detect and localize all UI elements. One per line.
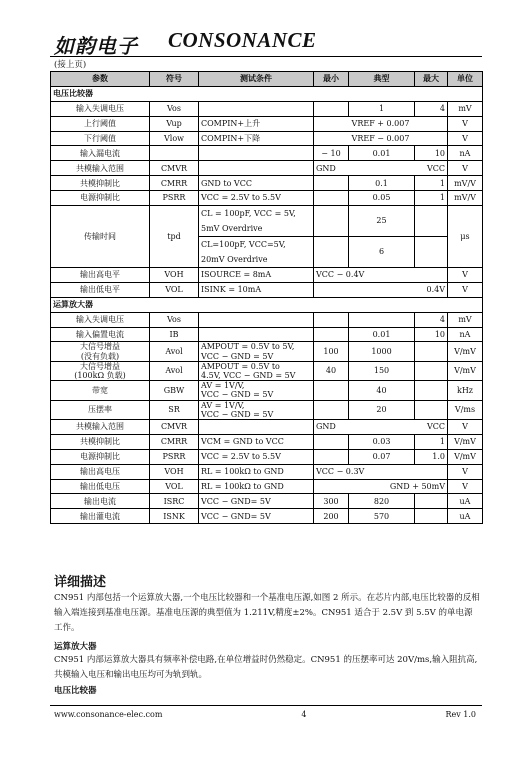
value-span-cell: VREF − 0.007 <box>314 131 448 146</box>
symbol-cell: Vup <box>150 116 199 131</box>
max-cell <box>415 494 448 509</box>
typ-cell: 0.03 <box>349 434 415 449</box>
symbol-cell: VOH <box>150 268 199 283</box>
min-value: GND <box>316 422 336 432</box>
unit-cell: V/mV <box>448 342 483 361</box>
condition-cell <box>199 101 314 116</box>
min-cell: 100 <box>314 342 349 361</box>
param-cell: 共模输入范围 <box>51 419 150 434</box>
table-row <box>51 342 483 361</box>
col-header: 最小 <box>314 72 349 87</box>
typ-cell: 20 <box>349 400 415 419</box>
symbol-cell: SR <box>150 400 199 419</box>
symbol-cell <box>150 146 199 161</box>
table-row <box>51 419 483 434</box>
value-span-cell: 0.4V <box>314 282 448 297</box>
max-cell: 10 <box>415 327 448 342</box>
symbol-cell: ISNK <box>150 509 199 524</box>
brand-en: CONSONANCE <box>168 28 317 52</box>
unit-cell: V/mV <box>448 449 483 464</box>
typ-cell: 0.07 <box>349 449 415 464</box>
max-value: VCC <box>426 163 445 173</box>
symbol-cell: ISRC <box>150 494 199 509</box>
table-row <box>51 282 483 297</box>
table-row <box>51 101 483 116</box>
section-title: 电压比较器 <box>51 86 483 101</box>
section-row <box>51 86 483 101</box>
unit-cell: μs <box>448 206 483 268</box>
max-cell: 4 <box>415 312 448 327</box>
table-row <box>51 400 483 419</box>
param-cell: 输入失调电压 <box>51 101 150 116</box>
condition-line: 5mV Overdrive <box>201 224 263 234</box>
condition-cell <box>199 146 314 161</box>
condition-cell <box>199 381 314 400</box>
param-line: 大信号增益 <box>80 342 120 352</box>
symbol-cell: Avol <box>150 361 199 380</box>
max-cell: 1 <box>415 191 448 206</box>
section-heading: 详细描述 <box>54 575 107 590</box>
condition-line: AV = 1V/V, <box>201 400 245 410</box>
param-cell <box>51 342 150 361</box>
condition-line: AV = 1V/V, <box>201 381 245 391</box>
min-value: GND <box>316 163 336 173</box>
symbol-cell: Vos <box>150 312 199 327</box>
typ-cell: 0.05 <box>349 191 415 206</box>
col-header: 参数 <box>51 72 150 87</box>
col-header: 单位 <box>448 72 483 87</box>
min-cell <box>314 312 349 327</box>
symbol-cell: CMRR <box>150 434 199 449</box>
param-cell: 传输时间 <box>51 206 150 268</box>
max-cell: 4 <box>415 101 448 116</box>
min-cell <box>314 327 349 342</box>
min-cell: 200 <box>314 509 349 524</box>
typ-cell <box>349 312 415 327</box>
subheading-comparator: 电压比较器 <box>54 686 97 696</box>
param-cell: 输出灌电流 <box>51 509 150 524</box>
table-row <box>51 191 483 206</box>
condition-line: AMPOUT = 0.5V to <box>201 361 280 371</box>
condition-cell: VCC − GND= 5V <box>199 509 314 524</box>
typ-cell: 6 <box>349 237 415 268</box>
unit-cell: V <box>448 464 483 479</box>
condition-cell <box>199 361 314 380</box>
condition-cell <box>199 419 314 434</box>
max-cell <box>415 361 448 380</box>
param-cell: 下行阈值 <box>51 131 150 146</box>
symbol-cell: Vlow <box>150 131 199 146</box>
page-header <box>54 27 480 57</box>
table-row <box>51 494 483 509</box>
value-span-cell: VCC − 0.4V <box>314 268 448 283</box>
max-cell <box>415 206 448 237</box>
unit-cell: V <box>448 268 483 283</box>
param-line: 大信号增益 <box>80 361 120 371</box>
param-cell: 输入漏电流 <box>51 146 150 161</box>
symbol-cell: VOH <box>150 464 199 479</box>
unit-cell: uA <box>448 509 483 524</box>
value-span-cell: VCC − 0.3V <box>314 464 448 479</box>
condition-line: VCC − GND = 5V <box>201 351 274 361</box>
unit-cell: V/mV <box>448 434 483 449</box>
condition-cell <box>199 161 314 176</box>
typ-cell: 0.1 <box>349 176 415 191</box>
param-cell <box>51 361 150 380</box>
min-cell <box>314 381 349 400</box>
footer-rev: Rev 1.0 <box>445 710 476 719</box>
table-row <box>51 464 483 479</box>
condition-line: CL=100pF, VCC=5V, <box>201 240 286 250</box>
typ-cell: 0.01 <box>349 146 415 161</box>
unit-cell: V <box>448 419 483 434</box>
typ-cell: 1000 <box>349 342 415 361</box>
param-cell: 共模抑制比 <box>51 434 150 449</box>
typ-cell: 1 <box>349 101 415 116</box>
unit-cell: mV/V <box>448 191 483 206</box>
param-cell: 输出电流 <box>51 494 150 509</box>
param-cell: 输入偏置电流 <box>51 327 150 342</box>
condition-cell: GND to VCC <box>199 176 314 191</box>
typ-cell: 0.01 <box>349 327 415 342</box>
min-cell: 300 <box>314 494 349 509</box>
unit-cell: V <box>448 131 483 146</box>
condition-cell: ISOURCE = 8mA <box>199 268 314 283</box>
condition-cell: VCC − GND= 5V <box>199 494 314 509</box>
value-span-cell: VREF + 0.007 <box>314 116 448 131</box>
table-row <box>51 327 483 342</box>
page-footer <box>54 710 476 719</box>
header-rule <box>50 56 482 57</box>
min-cell: 40 <box>314 361 349 380</box>
condition-cell <box>199 342 314 361</box>
symbol-cell: Vos <box>150 101 199 116</box>
table-row <box>51 206 483 237</box>
col-header: 符号 <box>150 72 199 87</box>
value-span-cell: GND + 50mV <box>314 479 448 494</box>
symbol-cell: VOL <box>150 282 199 297</box>
param-cell: 共模输入范围 <box>51 161 150 176</box>
continued-note: (接上页) <box>54 60 87 70</box>
condition-cell: COMPIN+下降 <box>199 131 314 146</box>
param-cell: 输出低电压 <box>51 479 150 494</box>
condition-cell: ISINK = 10mA <box>199 282 314 297</box>
min-cell <box>314 449 349 464</box>
param-cell: 电源抑制比 <box>51 449 150 464</box>
max-cell: 10 <box>415 146 448 161</box>
condition-cell: VCC = 2.5V to 5.5V <box>199 449 314 464</box>
symbol-cell: PSRR <box>150 191 199 206</box>
section-title: 运算放大器 <box>51 297 483 312</box>
unit-cell: nA <box>448 146 483 161</box>
condition-line: VCC − GND = 5V <box>201 409 274 419</box>
condition-cell: VCC = 2.5V to 5.5V <box>199 191 314 206</box>
param-cell: 输入失调电压 <box>51 312 150 327</box>
unit-cell: V <box>448 116 483 131</box>
typ-cell: 150 <box>349 361 415 380</box>
param-cell: 电源抑制比 <box>51 191 150 206</box>
unit-cell: mV <box>448 101 483 116</box>
table-row <box>51 449 483 464</box>
unit-cell: V <box>448 161 483 176</box>
min-cell <box>314 101 349 116</box>
footer-url: www.consonance-elec.com <box>54 710 163 719</box>
min-cell <box>314 400 349 419</box>
spec-table <box>50 71 483 524</box>
brand-cn: 如韵电子 <box>54 34 138 58</box>
max-cell <box>415 509 448 524</box>
typ-cell: 40 <box>349 381 415 400</box>
condition-cell <box>199 312 314 327</box>
condition-cell <box>199 206 314 237</box>
table-row <box>51 131 483 146</box>
unit-cell: uA <box>448 494 483 509</box>
condition-cell: RL = 100kΩ to GND <box>199 479 314 494</box>
unit-cell: V/mV <box>448 361 483 380</box>
symbol-cell: IB <box>150 327 199 342</box>
max-cell <box>415 342 448 361</box>
symbol-cell: VOL <box>150 479 199 494</box>
symbol-cell: CMVR <box>150 161 199 176</box>
condition-line: 4.5V, VCC − GND = 5V <box>201 371 296 381</box>
condition-cell: COMPIN+上升 <box>199 116 314 131</box>
table-row <box>51 176 483 191</box>
param-cell: 输出高电平 <box>51 268 150 283</box>
max-value: VCC <box>426 422 445 432</box>
unit-cell: mV <box>448 312 483 327</box>
max-cell: 1 <box>415 434 448 449</box>
table-row <box>51 312 483 327</box>
condition-cell <box>199 400 314 419</box>
section-row <box>51 297 483 312</box>
symbol-cell: PSRR <box>150 449 199 464</box>
param-line: (100kΩ 负载) <box>74 371 126 381</box>
param-cell: 输出高电压 <box>51 464 150 479</box>
table-row <box>51 509 483 524</box>
col-header: 测试条件 <box>199 72 314 87</box>
opamp-paragraph: CN951 内部运算放大器具有频率补偿电路,在单位增益时仍然稳定。CN951 的压摆率可达 20V/ms,输入阻抗高,共模输入电压和输出电压均可为轨到轨。 <box>54 655 478 680</box>
min-cell <box>314 206 349 237</box>
table-row <box>51 361 483 380</box>
param-cell: 输出低电平 <box>51 282 150 297</box>
param-line: (没有负载) <box>80 351 120 361</box>
max-cell <box>415 381 448 400</box>
condition-line: CL = 100pF, VCC = 5V, <box>201 209 296 219</box>
unit-cell: V <box>448 282 483 297</box>
unit-cell: nA <box>448 327 483 342</box>
table-row <box>51 146 483 161</box>
value-span-cell <box>314 419 448 434</box>
param-cell: 带宽 <box>51 381 150 400</box>
typ-cell: 570 <box>349 509 415 524</box>
max-cell: 1 <box>415 176 448 191</box>
typ-cell: 25 <box>349 206 415 237</box>
footer-rule <box>50 705 482 706</box>
symbol-cell: CMVR <box>150 419 199 434</box>
min-cell: − 10 <box>314 146 349 161</box>
symbol-cell: GBW <box>150 381 199 400</box>
param-cell: 上行阈值 <box>51 116 150 131</box>
condition-cell: VCM = GND to VCC <box>199 434 314 449</box>
param-cell: 压摆率 <box>51 400 150 419</box>
min-cell <box>314 176 349 191</box>
typ-cell: 820 <box>349 494 415 509</box>
condition-line: VCC − GND = 5V <box>201 390 274 400</box>
col-header: 典型 <box>349 72 415 87</box>
min-cell <box>314 434 349 449</box>
max-cell: 1.0 <box>415 449 448 464</box>
table-row <box>51 116 483 131</box>
table-row <box>51 161 483 176</box>
condition-line: 20mV Overdrive <box>201 255 268 265</box>
unit-cell: V/ms <box>448 400 483 419</box>
unit-cell: V <box>448 479 483 494</box>
min-cell <box>314 191 349 206</box>
table-row <box>51 381 483 400</box>
condition-line: AMPOUT = 0.5V to 5V, <box>201 342 295 352</box>
unit-cell: mV/V <box>448 176 483 191</box>
value-span-cell <box>314 161 448 176</box>
table-header-row <box>51 72 483 87</box>
footer-page: 4 <box>301 710 307 719</box>
symbol-cell: CMRR <box>150 176 199 191</box>
detail-paragraph: CN951 内部包括一个运算放大器,一个电压比较器和一个基准电压源,如图 2 所示。在芯片内部,电压比较器的反相输入端连接到基准电压源。基准电压源的典型值为 1.211V,精度±2%。CN951 适合于 2.5V 到 5.5V 的单电源工作。 <box>54 593 480 633</box>
max-cell <box>415 400 448 419</box>
condition-cell <box>199 327 314 342</box>
col-header: 最大 <box>415 72 448 87</box>
table-row <box>51 479 483 494</box>
condition-cell <box>199 237 314 268</box>
max-cell <box>415 237 448 268</box>
table-row <box>51 268 483 283</box>
symbol-cell: tpd <box>150 206 199 268</box>
unit-cell: kHz <box>448 381 483 400</box>
table-row <box>51 434 483 449</box>
subheading-opamp: 运算放大器 <box>54 642 97 652</box>
symbol-cell: Avol <box>150 342 199 361</box>
param-cell: 共模抑制比 <box>51 176 150 191</box>
condition-cell: RL = 100kΩ to GND <box>199 464 314 479</box>
min-cell <box>314 237 349 268</box>
